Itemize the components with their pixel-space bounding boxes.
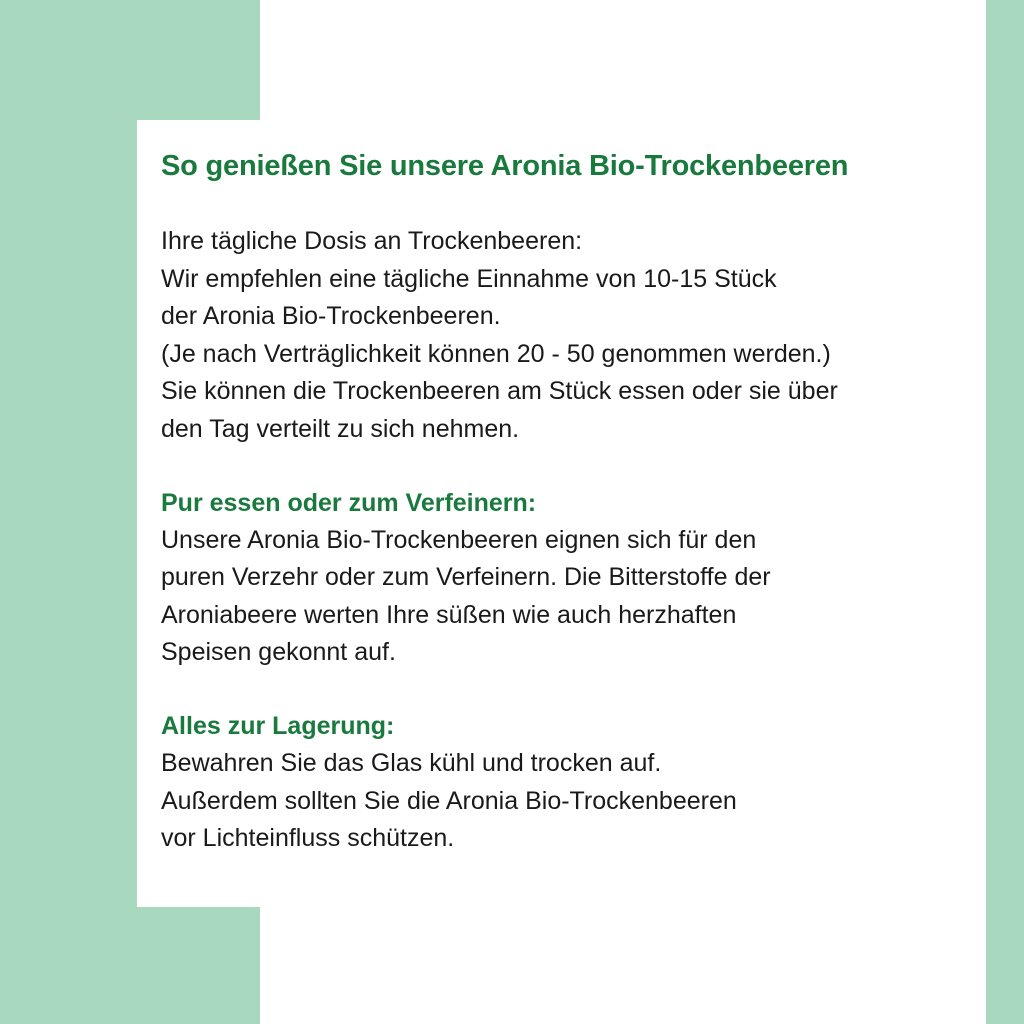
intro-line: Sie können die Trockenbeeren am Stück essen oder sie über [161,377,838,406]
storage-section-line: Bewahren Sie das Glas kühl und trocken auf. [161,748,662,777]
intro-line: (Je nach Verträglichkeit können 20 - 50 genommen werden.) [161,339,831,368]
storage-section [161,708,971,858]
intro-section [161,223,971,449]
page-title: So genießen Sie unsere Aronia Bio-Trockenbeeren [161,150,849,182]
pure-section-line: puren Verzehr oder zum Verfeinern. Die Bitterstoffe der [161,563,771,592]
pure-section-heading: Pur essen oder zum Verfeinern: [161,488,537,517]
mint-background-right [986,0,1024,1024]
pure-section-line: Speisen gekonnt auf. [161,638,396,667]
content-area [161,145,971,858]
pure-section-line: Unsere Aronia Bio-Trockenbeeren eignen sich für den [161,525,757,554]
intro-line: Ihre tägliche Dosis an Trockenbeeren: [161,227,583,255]
intro-line: Wir empfehlen eine tägliche Einnahme von 10-15 Stück [161,264,777,293]
storage-section-line: Außerdem sollten Sie die Aronia Bio-Trockenbeeren [161,786,737,815]
pure-section-line: Aroniabeere werten Ihre süßen wie auch herzhaften [161,600,737,629]
intro-line: der Aronia Bio-Trockenbeeren. [161,302,501,331]
storage-section-line: vor Lichteinfluss schützen. [161,824,455,853]
pure-section [161,485,971,672]
storage-section-heading: Alles zur Lagerung: [161,711,395,740]
intro-line: den Tag verteilt zu sich nehmen. [161,414,520,443]
